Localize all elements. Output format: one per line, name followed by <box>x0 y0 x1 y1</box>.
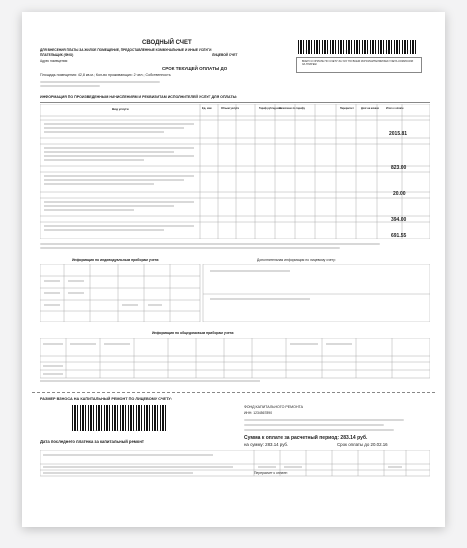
row-total-1: 2015.81 <box>389 131 408 137</box>
bill-document <box>22 12 445 527</box>
account-label: ЛИЦЕВОЙ СЧЕТ <box>212 53 238 57</box>
bill-subtitle: ДЛЯ ВНЕСЕНИЯ ПЛАТЫ ЗА ЖИЛОЕ ПОМЕЩЕНИЕ, ПРЕДОСТАВЛЕННЫЕ КОММУНАЛЬНЫЕ И ИНЫЕ УСЛУГИ <box>40 48 212 52</box>
capital-amount: Сумма к оплате за расчетный период: 283.14 руб. <box>244 435 368 441</box>
fund-details <box>244 424 384 426</box>
col-recalc: Перерасчет <box>340 107 354 110</box>
bill-title: СВОДНЫЙ СЧЕТ <box>142 40 192 46</box>
meters-table <box>40 264 430 322</box>
row-total-5: 691.55 <box>391 233 407 239</box>
pay-by: СРОК ТЕКУЩЕЙ ОПЛАТЫ ДО <box>162 66 228 71</box>
last-payment-label: Дата последнего платежа за капитальный ремонт <box>40 439 144 444</box>
note-text <box>40 243 380 245</box>
house-meters-title: Информация по общедомовым приборам учета: <box>152 331 235 335</box>
col-volume: Объем услуги <box>221 107 240 110</box>
house-meters-table <box>40 338 430 384</box>
capital-amount-sum: на сумму: 283.14 руб. <box>244 442 289 447</box>
charges-title: ИНФОРМАЦИЯ ПО ПРОИЗВЕДЕННЫМ НАЧИСЛЕНИЯМ И РЕКВИЗИТАМ ИСПОЛНИТЕЛЕЙ УСЛУГ ДЛЯ ОПЛАТЫ: <box>40 95 238 99</box>
top-barcode <box>298 40 418 54</box>
fund-details <box>244 429 394 431</box>
dashed-rule <box>32 392 435 394</box>
col-charged: Начислено по тарифу <box>279 107 305 110</box>
capital-barcode <box>72 405 167 431</box>
meters-title: Информация по индивидуальным приборам учета: <box>72 258 160 262</box>
address-label: Адрес помещения: <box>40 59 68 63</box>
col-total: Итого к оплате <box>386 107 404 110</box>
row-total-3: 20.00 <box>393 191 406 197</box>
fund-details <box>244 419 404 421</box>
extra-info-title: Дополнительная информация по лицевому счету: <box>257 258 336 262</box>
capital-title: РАЗМЕР ВЗНОСА НА КАПИТАЛЬНЫЙ РЕМОНТ ПО ЛИЦЕВОМУ СЧЕТУ: <box>40 397 172 401</box>
fund-name: ФОНД КАПИТАЛЬНОГО РЕМОНТА <box>244 405 304 409</box>
charges-table <box>40 104 430 239</box>
recalc-label: Перерасчет к оплате: <box>254 471 288 475</box>
row-total-4: 394.00 <box>391 217 407 223</box>
col-service: Вид услуги <box>112 107 129 111</box>
total-note: ВСЕГО К ОПЛАТЕ ПО СЧЕТУ ЗА УКУ ПО ВСЕМ ИСПОЛНИТЕЛЯМ БЕЗ УЧЕТА КОМИССИИ ЗА ПЛАТЕЖ <box>302 60 414 67</box>
rule <box>40 102 430 103</box>
note-text <box>40 247 340 249</box>
col-unit: Ед. изм <box>202 107 212 110</box>
fund-inn: ИНН: 1234567890 <box>244 411 273 415</box>
capital-due-date: Срок оплаты до 20.02.16 <box>337 442 388 447</box>
col-debt: Долг на начало <box>361 107 380 110</box>
payer-label: ПЛАТЕЛЬЩИК (ФИО) <box>40 53 74 57</box>
address-text <box>40 85 100 87</box>
row-total-2: 823.00 <box>391 165 407 171</box>
address-text <box>40 81 160 83</box>
col-tariff: Тариф руб./ед.изм <box>259 107 281 110</box>
area-line: Площадь помещения: 42,8 кв.м.; Кол-во проживающих: 2 чел.; Собственность <box>40 73 171 77</box>
capital-table <box>40 450 430 484</box>
